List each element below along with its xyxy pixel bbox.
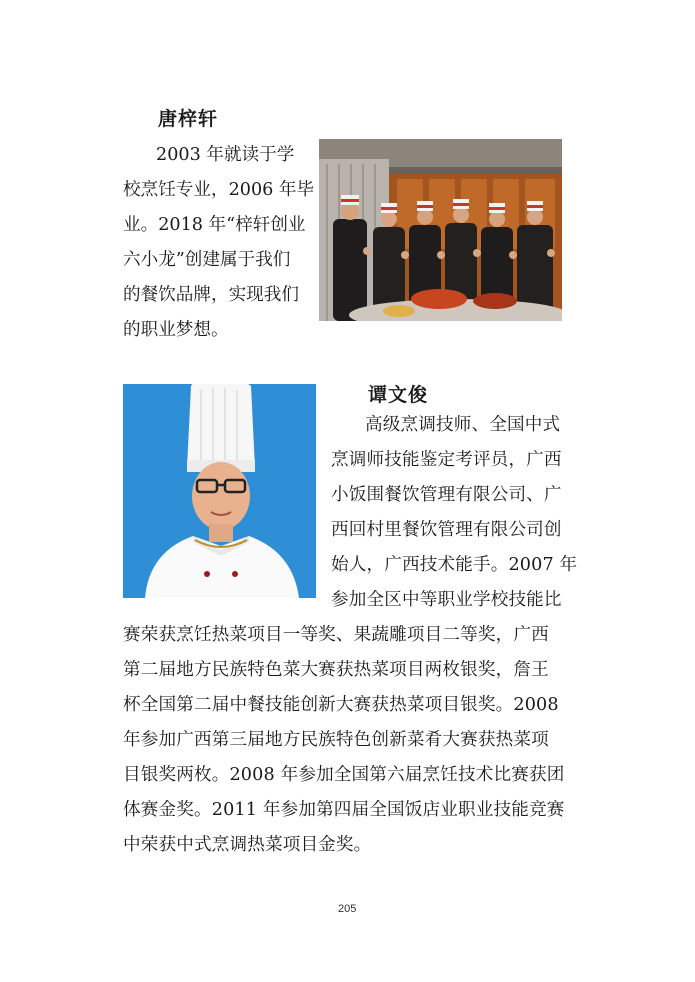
chef-portrait-photo (123, 384, 316, 598)
bio-line: 赛荣获烹饪热菜项目一等奖、果蔬雕项目二等奖，广西 (123, 625, 549, 645)
bio-line: 体赛金奖。2011 年参加第四届全国饭店业职业技能竞赛 (123, 800, 565, 820)
bio-line: 烹调师技能鉴定考评员，广西 (331, 450, 562, 470)
person-name-tan: 谭文俊 (368, 384, 429, 406)
group-of-chefs-photo (319, 139, 562, 321)
bio-line: 高级烹调技师、全国中式 (365, 415, 561, 435)
bio-line: 年参加广西第三届地方民族特色创新菜肴大赛获热菜项 (123, 730, 549, 750)
bio-line: 业。2018 年“梓轩创业 (123, 215, 306, 235)
bio-line: 六小龙”创建属于我们 (123, 250, 291, 270)
bio-line: 目银奖两枚。2008 年参加全国第六届烹饪技术比赛获团 (123, 765, 565, 785)
person-name-tang: 唐梓轩 (158, 108, 219, 130)
bio-line: 第二届地方民族特色菜大赛获热菜项目两枚银奖，詹王 (123, 660, 549, 680)
bio-line: 2003 年就读于学 (156, 145, 295, 165)
bio-line: 校烹饪专业，2006 年毕 (123, 180, 315, 200)
page-number: 205 (338, 903, 357, 915)
bio-line: 参加全区中等职业学校技能比 (331, 590, 562, 610)
bio-line: 的餐饮品牌，实现我们 (123, 285, 299, 305)
bio-line: 西回村里餐饮管理有限公司创 (331, 520, 562, 540)
bio-line: 始人，广西技术能手。2007 年 (331, 555, 578, 575)
bio-line: 的职业梦想。 (123, 320, 229, 340)
bio-line: 小饭围餐饮管理有限公司、广 (331, 485, 562, 505)
group-photo-drawing (319, 139, 562, 321)
chef-portrait-drawing (123, 384, 316, 598)
bio-line: 杯全国第二届中餐技能创新大赛获热菜项目银奖。2008 (123, 695, 559, 715)
bio-line: 中荣获中式烹调热菜项目金奖。 (123, 835, 372, 855)
